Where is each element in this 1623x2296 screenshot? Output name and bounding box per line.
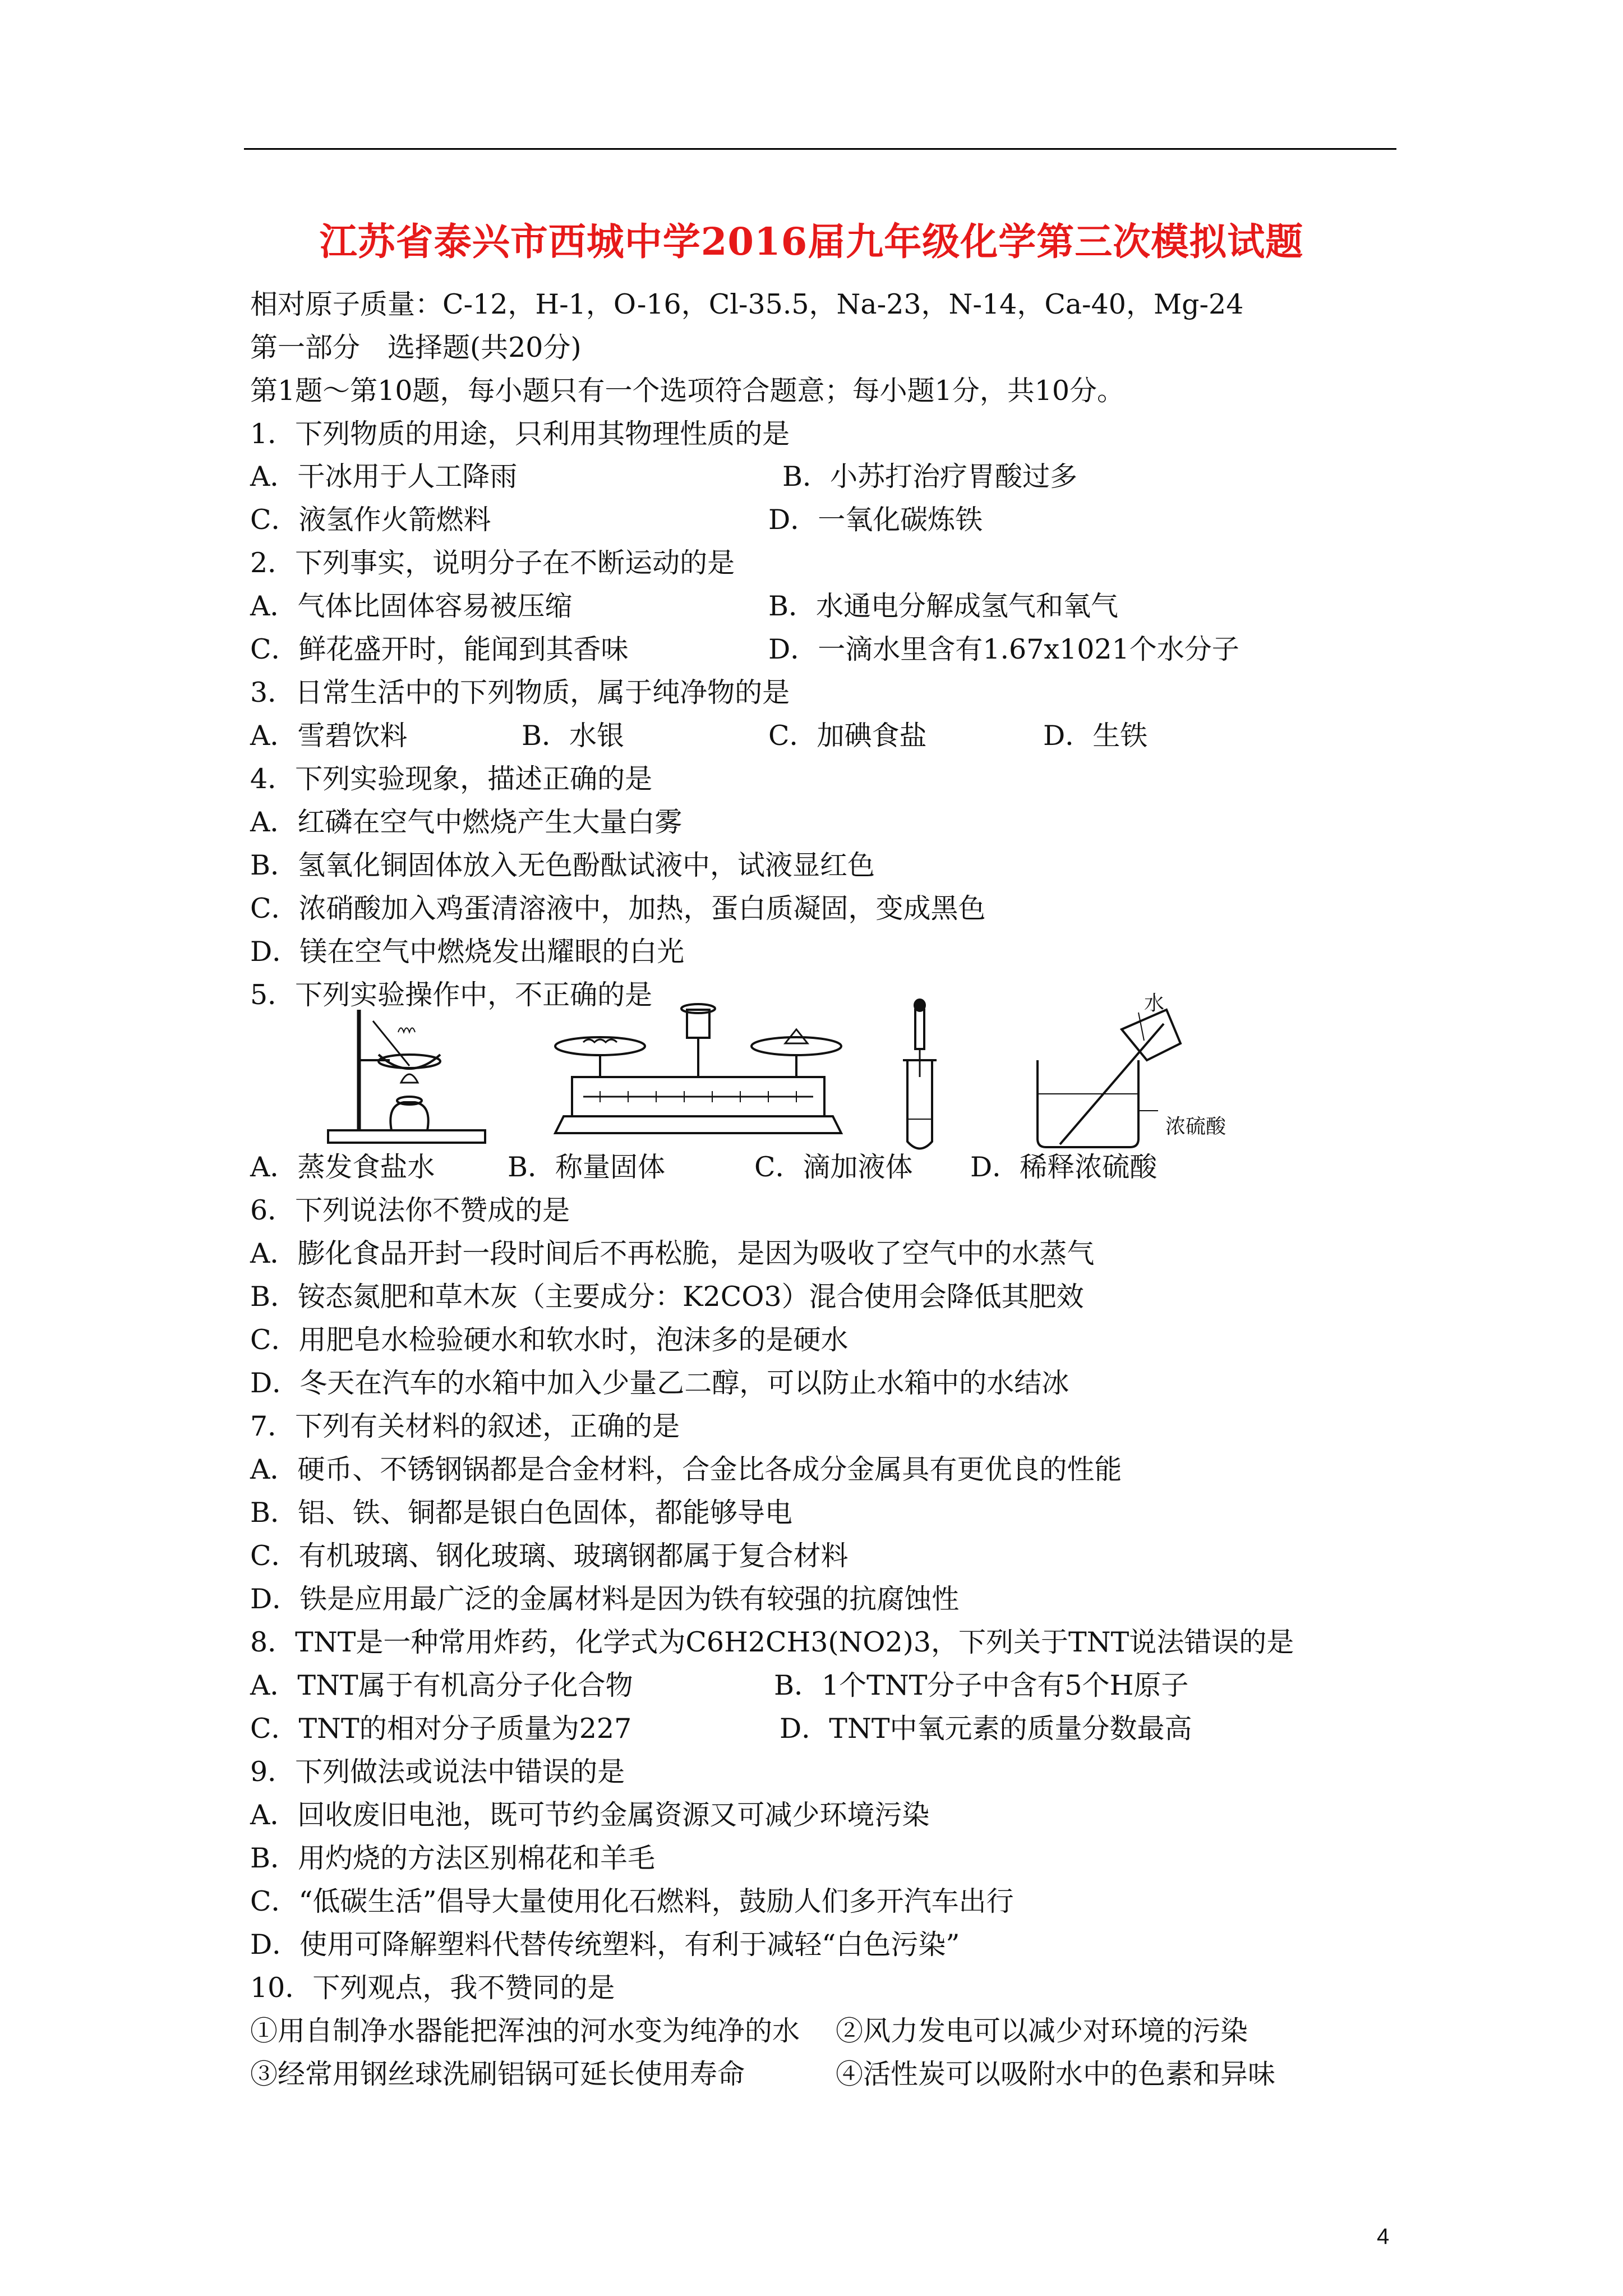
question-9-stem: 9．下列做法或说法中错误的是 — [250, 1756, 625, 1788]
question-5-option-b: B．称量固体 — [508, 1151, 666, 1183]
page-number: 4 — [1377, 2224, 1390, 2249]
question-3-option-a: A．雪碧饮料 — [250, 720, 408, 752]
question-3-option-c: C．加碘食盐 — [768, 720, 927, 752]
question-2-option-b: B．水通电分解成氢气和氧气 — [768, 590, 1119, 622]
question-7-option-c: C．有机玻璃、钢化玻璃、玻璃钢都属于复合材料 — [250, 1540, 849, 1572]
question-4-option-a: A．红磷在空气中燃烧产生大量白雾 — [250, 806, 683, 838]
question-6-option-c: C．用肥皂水检验硬水和软水时，泡沫多的是硬水 — [250, 1324, 849, 1356]
question-6-stem: 6．下列说法你不赞成的是 — [250, 1194, 570, 1226]
question-3-option-d: D．生铁 — [1043, 720, 1148, 752]
question-6-option-d: D．冬天在汽车的水箱中加入少量乙二醇，可以防止水箱中的水结冰 — [250, 1367, 1069, 1399]
question-2-option-d: D．一滴水里含有1.67x1021个水分子 — [768, 633, 1239, 665]
question-7-option-a: A．硬币、不锈钢锅都是合金材料，合金比各成分金属具有更优良的性能 — [250, 1453, 1122, 1485]
question-1-option-c: C．液氢作火箭燃料 — [250, 504, 491, 536]
question-5-option-c: C．滴加液体 — [754, 1151, 913, 1183]
question-8-stem: 8．TNT是一种常用炸药，化学式为C6H2CH3(NO2)3，下列关于TNT说法错误的是 — [250, 1626, 1294, 1658]
question-8-option-d: D．TNT中氧元素的质量分数最高 — [780, 1713, 1192, 1745]
water-label: 水 — [1144, 992, 1165, 1015]
evaporation-apparatus-figure — [325, 999, 494, 1147]
question-10-statement-2: ②风力发电可以减少对环境的污染 — [836, 2015, 1248, 2047]
question-9-option-c: C．“低碳生活”倡导大量使用化石燃料，鼓励人们多开汽车出行 — [250, 1885, 1014, 1917]
question-4-option-c: C．浓硝酸加入鸡蛋清溶液中，加热，蛋白质凝固，变成黑色 — [250, 892, 986, 924]
question-6-option-a: A．膨化食品开封一段时间后不再松脆，是因为吸收了空气中的水蒸气 — [250, 1237, 1095, 1269]
question-1-option-a: A．干冰用于人工降雨 — [250, 461, 518, 493]
question-2-option-a: A．气体比固体容易被压缩 — [250, 590, 573, 622]
question-5-figures — [325, 992, 1279, 1161]
question-7-stem: 7．下列有关材料的叙述，正确的是 — [250, 1410, 680, 1442]
section-instructions: 第1题～第10题，每小题只有一个选项符合题意；每小题1分，共10分。 — [250, 375, 1125, 407]
dropper-test-tube-figure — [886, 999, 953, 1153]
question-5-option-a: A．蒸发食盐水 — [250, 1151, 435, 1183]
question-2-option-c: C．鲜花盛开时，能闻到其香味 — [250, 633, 629, 665]
question-8-option-b: B．1个TNT分子中含有5个H原子 — [774, 1669, 1189, 1701]
question-10-statement-3: ③经常用钢丝球洗刷铝锅可延长使用寿命 — [250, 2058, 745, 2090]
question-4-stem: 4．下列实验现象，描述正确的是 — [250, 763, 653, 795]
section-heading: 第一部分 选择题(共20分) — [250, 332, 582, 364]
question-5-option-d: D．稀释浓硫酸 — [970, 1151, 1158, 1183]
page-title: 江苏省泰兴市西城中学2016届九年级化学第三次模拟试题 — [319, 219, 1304, 264]
question-9-option-a: A．回收废旧电池，既可节约金属资源又可减少环境污染 — [250, 1799, 930, 1831]
concentrated-sulfuric-acid-label: 浓硫酸 — [1165, 1115, 1227, 1138]
question-10-statement-4: ④活性炭可以吸附水中的色素和异味 — [836, 2058, 1276, 2090]
question-3-option-b: B．水银 — [522, 720, 625, 752]
question-1-option-d: D．一氧化碳炼铁 — [768, 504, 983, 536]
question-6-option-b: B．铵态氮肥和草木灰（主要成分：K2CO3）混合使用会降低其肥效 — [250, 1281, 1084, 1313]
question-5-stem: 5．下列实验操作中，不正确的是 — [250, 979, 653, 1011]
question-3-stem: 3．日常生活中的下列物质，属于纯净物的是 — [250, 677, 790, 708]
question-2-stem: 2．下列事实，说明分子在不断运动的是 — [250, 547, 735, 579]
question-1-option-b: B．小苏打治疗胃酸过多 — [782, 461, 1078, 493]
header-rule — [244, 148, 1396, 150]
question-4-option-d: D．镁在空气中燃烧发出耀眼的白光 — [250, 936, 685, 968]
question-7-option-d: D．铁是应用最广泛的金属材料是因为铁有较强的抗腐蚀性 — [250, 1583, 960, 1615]
balance-figure — [550, 999, 852, 1147]
question-1-stem: 1．下列物质的用途，只利用其物理性质的是 — [250, 418, 790, 450]
question-10-statement-1: ①用自制净水器能把浑浊的河水变为纯净的水 — [250, 2015, 800, 2047]
question-7-option-b: B．铝、铁、铜都是银白色固体，都能够导电 — [250, 1497, 793, 1529]
question-4-option-b: B．氢氧化铜固体放入无色酚酞试液中，试液显红色 — [250, 849, 875, 881]
question-10-stem: 10．下列观点，我不赞同的是 — [250, 1972, 615, 2004]
atomic-masses: 相对原子质量：C-12，H-1，O-16，Cl-35.5，Na-23，N-14，Ca-40，Mg-24 — [250, 288, 1244, 320]
question-9-option-d: D．使用可降解塑料代替传统塑料，有利于减轻“白色污染” — [250, 1929, 960, 1961]
question-8-option-c: C．TNT的相对分子质量为227 — [250, 1713, 632, 1745]
question-9-option-b: B．用灼烧的方法区别棉花和羊毛 — [250, 1842, 656, 1874]
question-8-option-a: A．TNT属于有机高分子化合物 — [250, 1669, 633, 1701]
